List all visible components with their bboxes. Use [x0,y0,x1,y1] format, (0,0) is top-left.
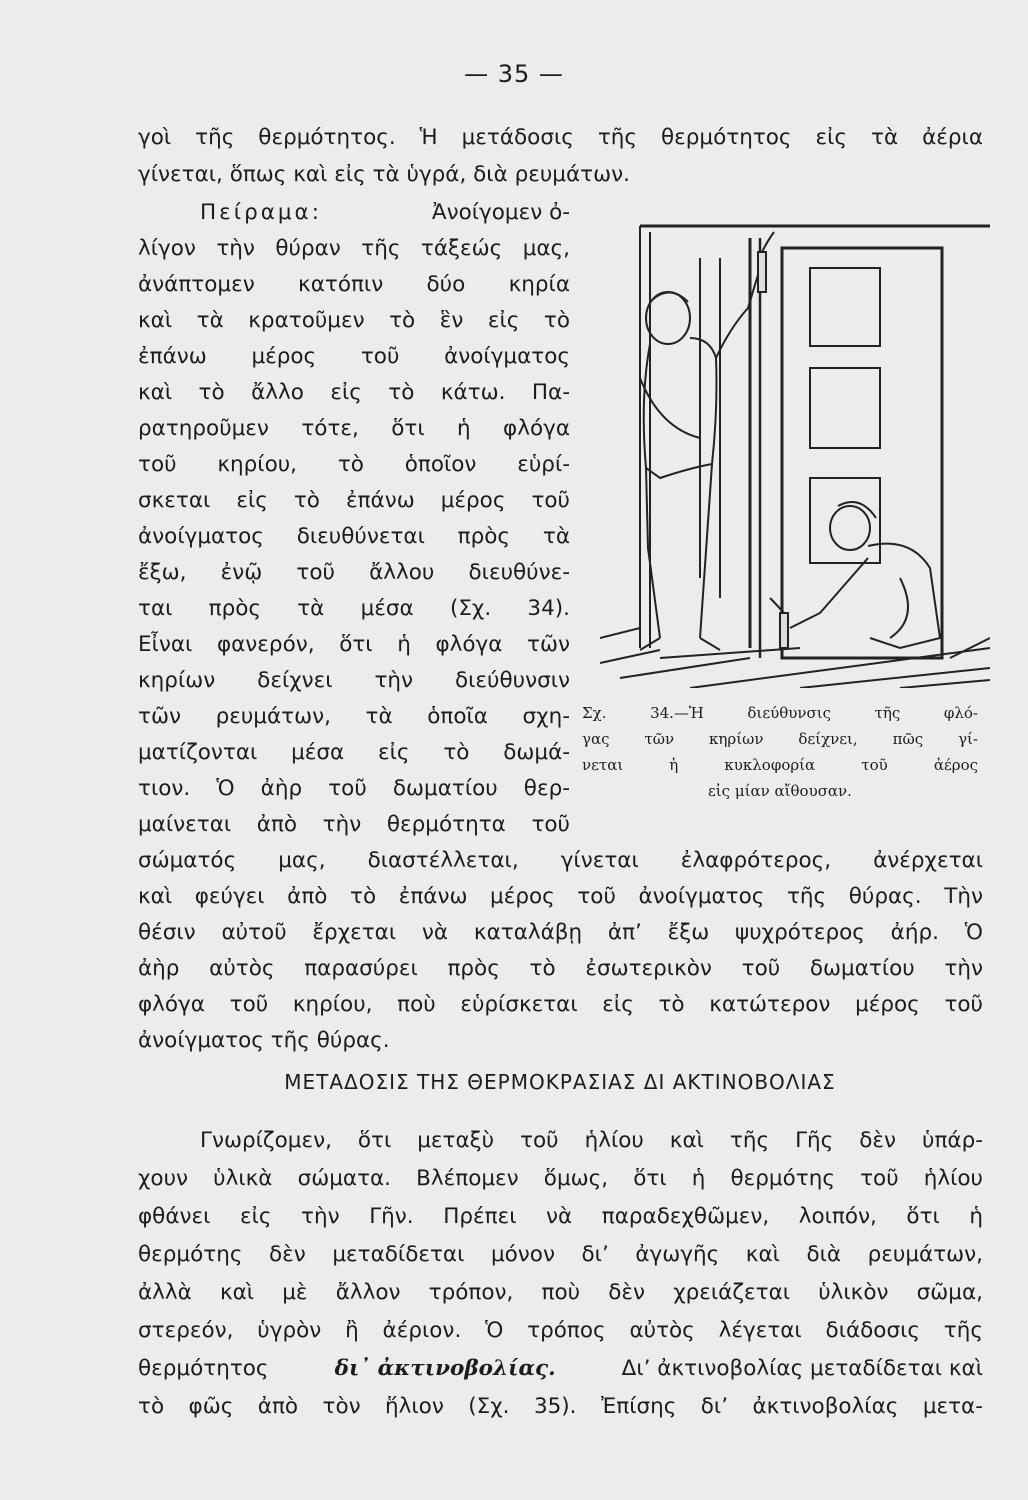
text-line-mixed [138,1354,983,1384]
page-number: — 35 — [464,60,564,88]
text-line: θέσιν αὐτοῦ ἔρχεται νὰ καταλάβῃ ἀπ’ ἔξω ψυχρότερος ἀήρ. Ὁ [138,920,983,945]
text-line: στερεόν, ὑγρὸν ἢ ἀέριον. Ὁ τρόπος αὐτὸς λέγεται διάδοσις τῆς [138,1318,983,1343]
text-line: Ἀνοίγομεν ὀ- [431,200,570,225]
upper-flame [762,232,774,252]
upper-candle [758,252,766,292]
experiment-first-line [200,198,570,228]
text-line: τὸ φῶς ἀπὸ τὸν ἥλιον (Σχ. 35). Ἐπίσης δι’ ἀκτινοβολίας μετα- [138,1394,983,1419]
text-line: ἀνοίγματος τῆς θύρας. [138,1028,390,1053]
text-line: κηρίων δείχνει τὴν διεύθυνσιν [138,668,570,693]
text-line: Γνωρίζομεν, ὅτι μεταξὺ τοῦ ἡλίου καὶ τῆς Γῆς δὲν ὑπάρ- [200,1128,983,1153]
crouching-man [790,502,940,648]
caption-line: νεται ἡ κυκλοφορία τοῦ ἀέρος [582,756,978,774]
text-line: φλόγα τοῦ κηρίου, ποὺ εὑρίσκεται εἰς τὸ κατώτερον μέρος τοῦ [138,992,983,1017]
text-line: γοὶ τῆς θερμότητος. Ἡ μετάδοσις τῆς θερμότητος εἰς τὰ ἀέρια [138,125,983,150]
lower-candle [780,613,788,648]
text-line: ἀνάπτομεν κατόπιν δύο κηρία [138,272,570,297]
text-line: γίνεται, ὅπως καὶ εἰς τὰ ὑγρά, διὰ ρευμάτων. [138,162,630,187]
text-line: χουν ὑλικὰ σώματα. Βλέπομεν ὅμως, ὅτι ἡ θερμότης τοῦ ἡλίου [138,1166,983,1191]
text-line: τοῦ κηρίου, τὸ ὁποῖον εὑρί- [138,452,570,477]
figure-caption [582,700,978,804]
caption-line: εἰς μίαν αἴθουσαν. [708,782,852,800]
text-line: τῶν ρευμάτων, τὰ ὁποῖα σχη- [138,704,570,729]
text-line: Εἶναι φανερόν, ὅτι ἡ φλόγα τῶν [138,632,570,657]
emphasis-radiation: δι᾿ ἀκτινοβολίας. [334,1356,556,1381]
text-line: καὶ φεύγει ἀπὸ τὸ ἐπάνω μέρος τοῦ ἀνοίγματος τῆς θύρας. Τὴν [138,884,983,909]
caption-line: γας τῶν κηρίων δείχνει, πῶς γί- [582,730,978,748]
text-line: ται πρὸς τὰ μέσα (Σχ. 34). [138,596,570,621]
text-line: θερμότης δὲν μεταδίδεται μόνον δι’ ἀγωγῆς καὶ διὰ ρευμάτων, [138,1242,983,1267]
text-line: καὶ τὸ ἄλλο εἰς τὸ κάτω. Πα- [138,380,570,405]
text-line: τιον. Ὁ ἀὴρ τοῦ δωματίου θερ- [138,776,570,801]
door-candles-illustration [600,218,990,688]
text-segment: Δι’ ἀκτινοβολίας μεταδίδεται καὶ [621,1356,983,1381]
text-line: ἀὴρ αὐτὸς παρασύρει πρὸς τὸ ἐσωτερικὸν τοῦ δωματίου τὴν [138,956,983,981]
text-line: ματίζονται μέσα εἰς τὸ δωμά- [138,740,570,765]
text-line: ἔξω, ἐνῷ τοῦ ἄλλου διευθύνε- [138,560,570,585]
text-line: σκεται εἰς τὸ ἐπάνω μέρος τοῦ [138,488,570,513]
experiment-label: Πείραμα: [200,200,322,225]
section-title: ΜΕΤΑΔΟΣΙΣ ΤΗΣ ΘΕΡΜΟΚΡΑΣΙΑΣ ΔΙ ΑΚΤΙΝΟΒΟΛΙΑΣ [284,1070,836,1094]
text-line: φθάνει εἰς τὴν Γῆν. Πρέπει νὰ παραδεχθῶμεν, λοιπόν, ὅτι ἡ [138,1204,983,1229]
caption-line: Σχ. 34.—Ἡ διεύθυνσις τῆς φλό- [582,704,978,722]
text-segment: θερμότητος [138,1356,269,1381]
text-line: ἀνοίγματος διευθύνεται πρὸς τὰ [138,524,570,549]
text-line: λίγον τὴν θύραν τῆς τάξεώς μας, [138,236,570,261]
text-line: ἐπάνω μέρος τοῦ ἀνοίγματος [138,344,570,369]
text-line: σώματός μας, διαστέλλεται, γίνεται ἐλαφρότερος, ἀνέρχεται [138,848,983,873]
text-line: ρατηροῦμεν τότε, ὅτι ἡ φλόγα [138,416,570,441]
text-line: καὶ τὰ κρατοῦμεν τὸ ἓν εἰς τὸ [138,308,570,333]
text-line: μαίνεται ἀπὸ τὴν θερμότητα τοῦ [138,812,570,837]
text-line: ἀλλὰ καὶ μὲ ἄλλον τρόπον, ποὺ δὲν χρειάζεται ὑλικὸν σῶμα, [138,1280,983,1305]
